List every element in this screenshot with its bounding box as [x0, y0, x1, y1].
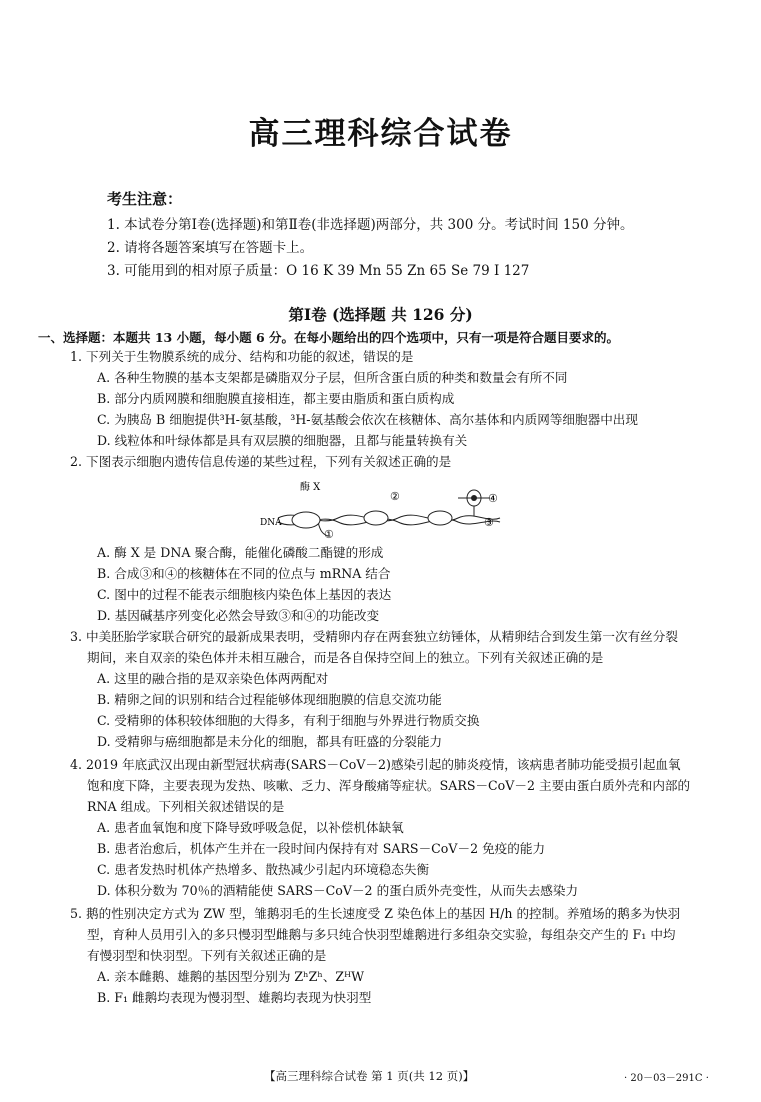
question-2-option-b: B. 合成③和④的核糖体在不同的位点与 mRNA 结合 — [97, 566, 391, 581]
question-4-option-b: B. 患者治愈后，机体产生并在一段时间内保持有对 SARS－CoV－2 免疫的能力 — [97, 841, 546, 856]
question-2-option-c: C. 图中的过程不能表示细胞核内染色体上基因的表达 — [97, 587, 392, 602]
label-dna: DNA — [260, 518, 282, 528]
section-instruction: 一、选择题：本题共 13 小题，每小题 6 分。在每小题给出的四个选项中，只有一项是符合题目要求的。 — [38, 330, 620, 345]
question-3-option-c: C. 受精卵的体积较体细胞的大得多，有利于细胞与外界进行物质交换 — [97, 713, 480, 728]
question-3-stem-cont: 期间，来自双亲的染色体并未相互融合，而是各自保持空间上的独立。下列有关叙述正确的是 — [87, 650, 604, 665]
question-5-stem: 5. 鹅的性别决定方式为 ZW 型，雏鹅羽毛的生长速度受 Z 染色体上的基因 H/h 的控制。养殖场的鹅多为快羽 — [70, 906, 681, 921]
question-3-option-d: D. 受精卵与癌细胞都是未分化的细胞，都具有旺盛的分裂能力 — [97, 734, 443, 749]
label-2: ② — [390, 490, 400, 503]
label-3: ③ — [484, 516, 494, 529]
label-4: ④ — [488, 492, 498, 505]
question-2-option-d: D. 基因碱基序列变化必然会导致③和④的功能改变 — [97, 608, 380, 623]
question-4-option-c: C. 患者发热时机体产热增多、散热减少引起内环境稳态失衡 — [97, 862, 430, 877]
notice-item: 3. 可能用到的相对原子质量：O 16 K 39 Mn 55 Zn 65 Se 79 I 127 — [107, 263, 530, 279]
question-4-stem-cont: 饱和度下降，主要表现为发热、咳嗽、乏力、浑身酸痛等症状。SARS－CoV－2 主要由蛋白质外壳和内部的 — [87, 778, 691, 793]
notice-heading: 考生注意： — [107, 190, 183, 208]
question-2-stem: 2. 下图表示细胞内遗传信息传递的某些过程，下列有关叙述正确的是 — [70, 454, 452, 469]
footer-code: · 20－03－291C · — [624, 1073, 709, 1084]
question-4-option-d: D. 体积分数为 70％的酒精能使 SARS－CoV－2 的蛋白质外壳变性，从而失去感染力 — [97, 883, 579, 898]
question-5-stem-cont: 型，育种人员用引入的多只慢羽型雌鹅与多只纯合快羽型雄鹅进行多组杂交实验，每组杂交产生的 F₁ 中均 — [87, 927, 676, 942]
question-1-stem: 1. 下列关于生物膜系统的成分、结构和功能的叙述，错误的是 — [70, 349, 414, 364]
question-1-option-a: A. 各种生物膜的基本支架都是磷脂双分子层，但所含蛋白质的种类和数量会有所不同 — [97, 370, 568, 385]
notice-item: 1. 本试卷分第Ⅰ卷(选择题)和第Ⅱ卷(非选择题)两部分，共 300 分。考试时间 150 分钟。 — [107, 217, 634, 233]
question-3-stem: 3. 中美胚胎学家联合研究的最新成果表明，受精卵内存在两套独立纺锤体，从精卵结合到发生第一次有丝分裂 — [70, 629, 678, 644]
section-heading: 第Ⅰ卷 (选择题 共 126 分) — [288, 305, 473, 324]
question-3-option-a: A. 这里的融合指的是双亲染色体两两配对 — [97, 671, 329, 686]
question-1-option-b: B. 部分内质网膜和细胞膜直接相连，都主要由脂质和蛋白质构成 — [97, 391, 455, 406]
question-4-option-a: A. 患者血氧饱和度下降导致呼吸急促，以补偿机体缺氧 — [97, 820, 404, 835]
question-1-option-c: C. 为胰岛 B 细胞提供³H-氨基酸，³H-氨基酸会依次在核糖体、高尔基体和内质网等细胞器中出现 — [97, 412, 638, 427]
enzyme-x-shape — [292, 512, 320, 528]
label-1: ① — [324, 528, 334, 540]
ribosome-2 — [428, 511, 452, 525]
transcription-translation-diagram — [258, 478, 508, 540]
question-5-option-b: B. F₁ 雌鹅均表现为慢羽型、雄鹅均表现为快羽型 — [97, 990, 372, 1005]
question-1-option-d: D. 线粒体和叶绿体都是具有双层膜的细胞器，且都与能量转换有关 — [97, 433, 468, 448]
notice-item: 2. 请将各题答案填写在答题卡上。 — [107, 240, 314, 256]
question-4-stem-cont: RNA 组成。下列相关叙述错误的是 — [87, 799, 285, 814]
ribosome-1 — [364, 511, 388, 525]
label-enzyme-x: 酶 X — [300, 482, 321, 493]
question-4-stem: 4. 2019 年底武汉出现由新型冠状病毒(SARS－CoV－2)感染引起的肺炎疫情，该病患者肺功能受损引起血氧 — [70, 757, 681, 772]
question-5-stem-cont: 有慢羽型和快羽型。下列有关叙述正确的是 — [87, 948, 327, 963]
page-footer: 【高三理科综合试卷 第 1 页(共 12 页)】 — [264, 1069, 475, 1083]
question-3-option-b: B. 精卵之间的识别和结合过程能够体现细胞膜的信息交流功能 — [97, 692, 442, 707]
page-title: 高三理科综合试卷 — [248, 116, 513, 152]
question-2-option-a: A. 酶 X 是 DNA 聚合酶，能催化磷酸二酯键的形成 — [97, 545, 384, 560]
question-5-option-a: A. 亲本雌鹅、雄鹅的基因型分别为 ZʰZʰ、ZᴴW — [97, 969, 365, 984]
